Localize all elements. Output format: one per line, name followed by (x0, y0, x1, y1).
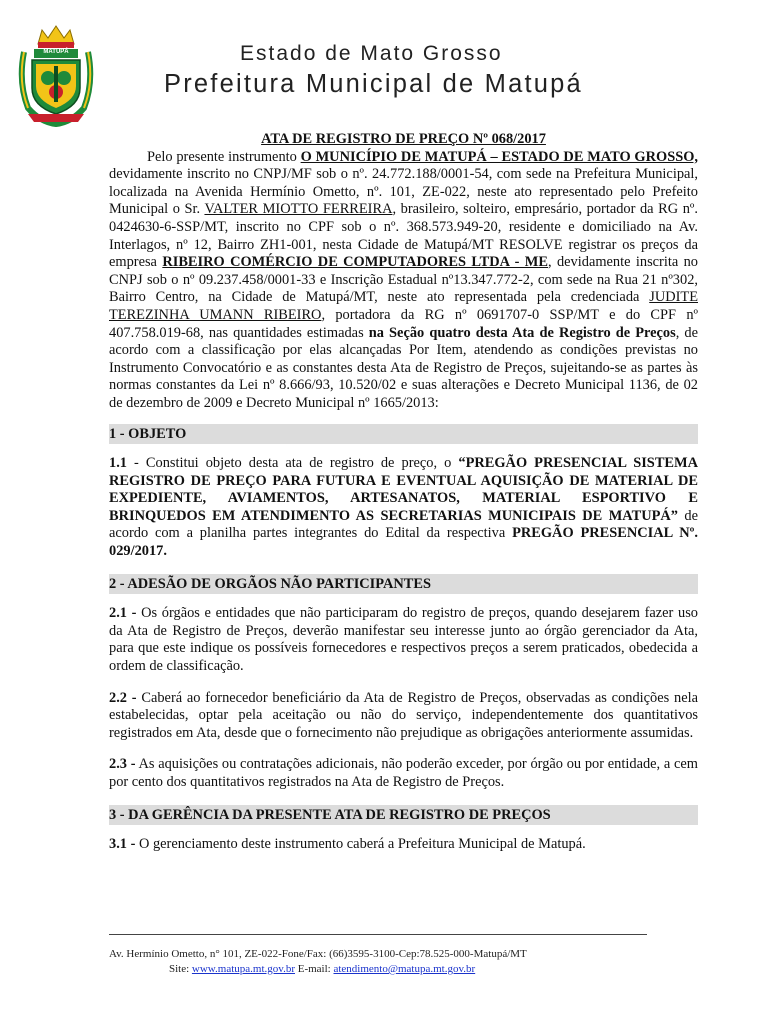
intro-text: Pelo presente instrumento (147, 148, 301, 165)
footer-contacts (109, 962, 698, 977)
intro-text: , portadora da RG nº 0691707-0 SSP/MT e do CPF nº 407.758.019-68, nas quantidades estimadas (109, 306, 698, 341)
clause-text: O gerenciamento deste instrumento caberá a Prefeitura Municipal de Matupá. (135, 836, 586, 853)
site-link[interactable]: www.matupa.mt.gov.br (191, 963, 295, 975)
document-title: ATA DE REGISTRO DE PREÇO Nº 068/2017 (261, 131, 546, 147)
intro-text: , de acordo com a classificação por elas alcançadas Por Item, atendendo as condições previstas no Instrumento Convocatório e as constantes desta Ata de Registro de Preços, sujeitando-se as partes às normas constantes da Lei nº 8.666/93, 10.520/02 e suas alterações e Decreto Municipal 1136, de 02 de dezembro de 2009 e Decreto Municipal nº 1665/2013: (109, 324, 698, 411)
mayor-name: VALTER MIOTTO FERREIRA (204, 201, 393, 218)
section-reference: na Seção quatro desta Ata de Registro de Preços (368, 324, 676, 341)
clause-1-1 (109, 455, 698, 561)
state-heading: Estado de Mato Grosso (240, 42, 503, 65)
clause-2-2 (109, 690, 698, 743)
clause-number: 3.1 - (109, 836, 136, 853)
municipality-name: O MUNICÍPIO DE MATUPÁ – ESTADO DE MATO GROSSO, (300, 148, 698, 165)
clause-3-1 (109, 836, 698, 854)
clause-text: - Constitui objeto desta ata de registro de preço, o (127, 455, 459, 472)
pregao-reference: PREGÃO PRESENCIAL Nº. 029/2017. (109, 525, 698, 560)
site-label: Site: (169, 963, 192, 975)
clause-2-1 (109, 605, 698, 675)
object-description: “PREGÃO PRESENCIAL SISTEMA REGISTRO DE PREÇO PARA FUTURA E EVENTUAL AQUISIÇÃO DE MATERIAL DE EXPEDIENTE, AVIAMENTOS, ARTESANATOS, MATERIAL ESPORTIVO E BRINQUEDOS EM ATENDIMENTO AS SECRETARIAS MUNICIPAIS DE MATUPÁ” (109, 455, 698, 524)
intro-text: , devidamente inscrita no CNPJ sob o nº 09.237.458/0001-33 e Inscrição Estadual nº13.347.772-2, com sede na Rua 21 nº302, Bairro Centro, na Cidade de Matupá/MT, neste ato representada pela credenciada (109, 254, 698, 306)
clause-text: Caberá ao fornecedor beneficiário da Ata de Registro de Preços, observadas as condições nela estabelecidas, optar pela aceitação ou não do serviço, independentemente dos quantitativos registrados em Ata, desde que o fornecimento não prejudique as obrigações anteriormente assumidas. (109, 689, 698, 741)
document-body (109, 131, 698, 854)
intro-text: , brasileiro, solteiro, empresário, portador da RG nº. 0424630-6-SSP/MT, inscrito no CPF sob o nº. 368.573.949-20, residente e domiciliado na Av. Interlagos, nº 12, Bairro ZH1-001, nesta Cidade de Matupá/MT RESOLVE registrar os preços da empresa (109, 201, 698, 271)
clause-2-3 (109, 756, 698, 791)
section-heading-gerencia: 3 - DA GERÊNCIA DA PRESENTE ATA DE REGISTRO DE PREÇOS (109, 805, 698, 826)
page-footer (109, 934, 698, 977)
municipal-coat-of-arms-icon (16, 22, 96, 130)
footer-divider (109, 934, 647, 935)
clause-text: As aquisições ou contratações adicionais, não poderão exceder, por órgão ou por entidade, a cem por cento dos quantitativos registrados na Ata de Registro de Preços. (109, 756, 698, 790)
intro-text: devidamente inscrito no CNPJ/MF sob o nº. 24.772.188/0001-54, com sede na Prefeitura Municipal, localizada na Avenida Hermínio Ometto, nº. 101, ZE-022, neste ato representado pelo Prefeito Municipal o Sr. (109, 166, 698, 218)
representative-name: JUDITE TEREZINHA UMANN RIBEIRO (109, 289, 698, 323)
section-heading-adesao: 2 - ADESÃO DE ORGÃOS NÃO PARTICIPANTES (109, 574, 698, 595)
intro-paragraph (109, 149, 698, 413)
email-label: E-mail: (294, 963, 334, 975)
section-heading-objeto: 1 - OBJETO (109, 424, 698, 445)
clause-text: Os órgãos e entidades que não participaram do registro de preços, quando desejarem fazer uso da Ata de Registro de Preços, deverão manifestar seu interesse junto ao órgão gerenciador da Ata, para que este indique os possíveis fornecedores e respectivos preços a serem praticados, obedecida a ordem de classificação. (109, 605, 698, 675)
clause-number: 2.2 - (109, 689, 137, 706)
municipality-heading: Prefeitura Municipal de Matupá (164, 70, 583, 98)
clause-number: 2.1 - (109, 605, 137, 622)
crest-banner-text: MATUPÁ (43, 49, 69, 55)
footer-address: Av. Hermínio Ometto, n° 101, ZE-022-Fone/Fax: (66)3595-3100-Cep:78.525-000-Matupá/MT (109, 948, 527, 960)
company-name: RIBEIRO COMÉRCIO DE COMPUTADORES LTDA - ME (162, 254, 548, 271)
clause-number: 1.1 (109, 455, 127, 472)
email-link[interactable]: atendimento@matupa.mt.gov.br (333, 963, 476, 975)
clause-text: de acordo com a planilha partes integrantes do Edital da respectiva (109, 507, 698, 542)
clause-number: 2.3 - (109, 756, 136, 773)
